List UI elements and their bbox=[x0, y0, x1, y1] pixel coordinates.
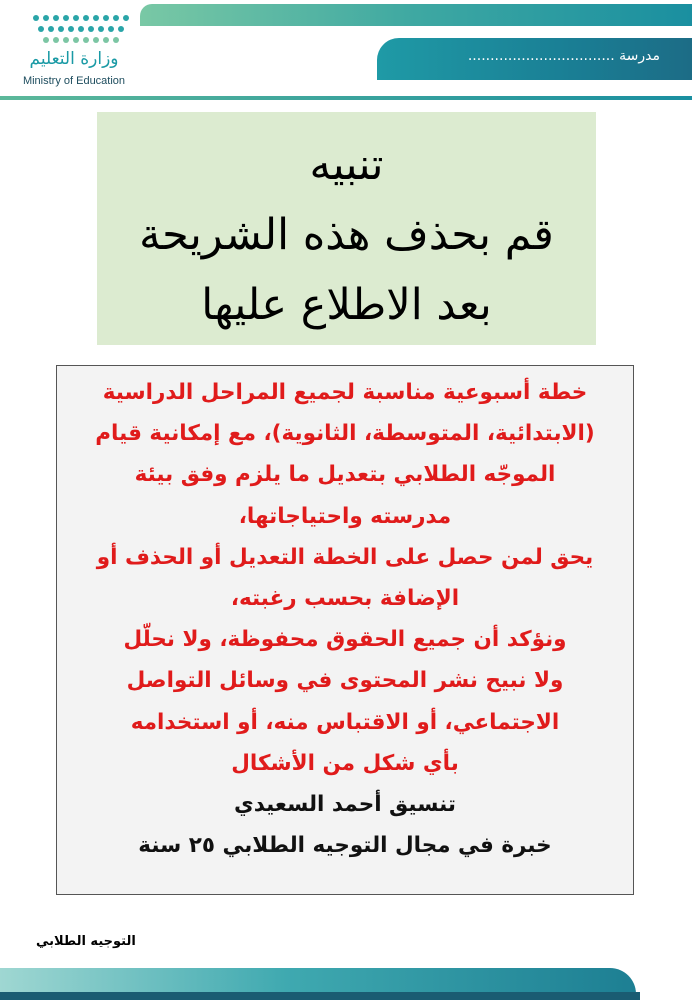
notice-line: بعد الاطلاع عليها bbox=[201, 280, 492, 330]
content-line: خطة أسبوعية مناسبة لجميع المراحل الدراسية bbox=[102, 380, 588, 405]
content-line: الاجتماعي، أو الاقتباس منه، أو استخدامه bbox=[130, 709, 560, 735]
content-line: ونؤكد أن جميع الحقوق محفوظة، ولا نحلّل bbox=[123, 627, 567, 653]
logo-dots-icon bbox=[28, 10, 138, 50]
content-line: الإضافة بحسب رغبته، bbox=[230, 586, 460, 612]
footer-band bbox=[0, 968, 636, 994]
header-divider bbox=[0, 96, 692, 100]
logo-english-text: Ministry of Education bbox=[22, 75, 126, 87]
school-name-label: مدرسة ................................. bbox=[467, 48, 660, 64]
notice-title: تنبيه bbox=[309, 140, 384, 190]
content-line: مدرسته واحتياجاتها، bbox=[238, 503, 452, 529]
header-band bbox=[140, 4, 692, 26]
content-line: الموجّه الطلابي بتعديل ما يلزم وفق بيئة bbox=[134, 462, 556, 488]
notice-box bbox=[97, 112, 596, 345]
footer-underline bbox=[0, 992, 640, 1000]
content-line: (الابتدائية، المتوسطة، الثانوية)، مع إمكانية قيام bbox=[95, 421, 595, 447]
logo-arabic-text: وزارة التعليم bbox=[29, 49, 119, 69]
content-line: بأي شكل من الأشكال bbox=[231, 750, 459, 776]
coordinator-name: تنسيق أحمد السعيدي bbox=[234, 792, 456, 818]
notice-line: قم بحذف هذه الشريحة bbox=[139, 210, 554, 260]
footer-label: التوجيه الطلابي bbox=[36, 934, 136, 949]
content-box bbox=[56, 365, 634, 895]
content-line: ولا نبيح نشر المحتوى في وسائل التواصل bbox=[126, 668, 564, 694]
experience-line: خبرة في مجال التوجيه الطلابي ٢٥ سنة bbox=[138, 833, 552, 859]
content-line: يحق لمن حصل على الخطة التعديل أو الحذف أو bbox=[96, 544, 594, 570]
